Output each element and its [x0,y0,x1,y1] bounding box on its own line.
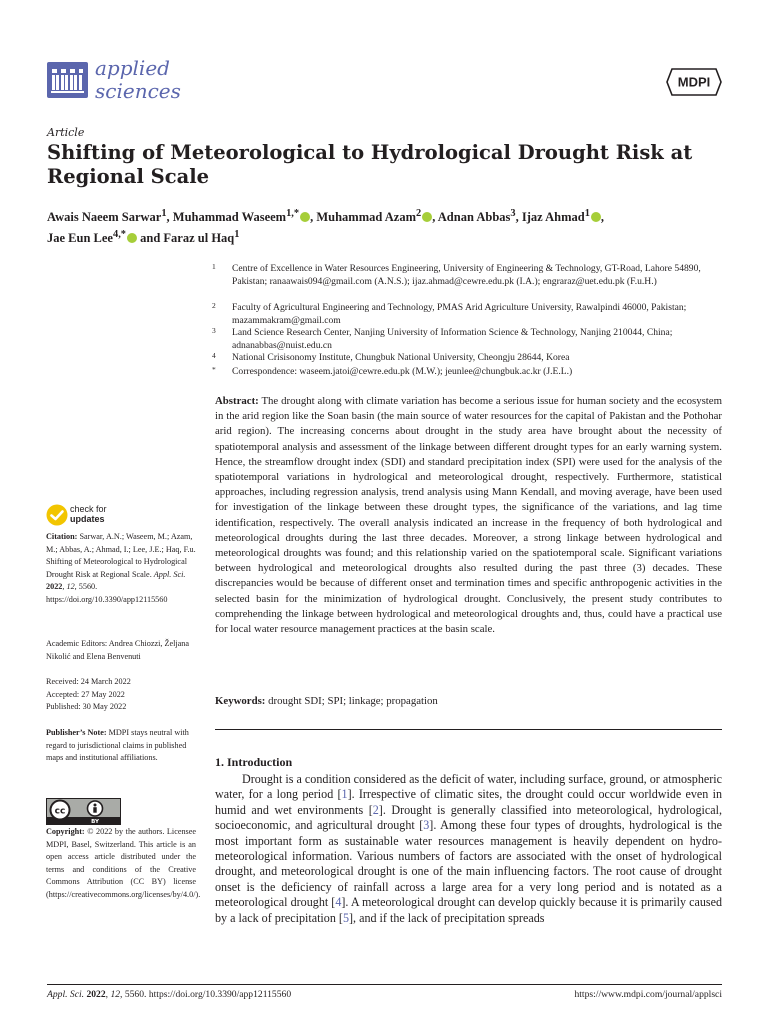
author-separator: , [432,210,438,225]
published-date: Published: 30 May 2022 [46,702,127,712]
correspondence [212,365,727,378]
author-separator: , [166,210,173,225]
check-for-updates-line1: check for [70,504,107,514]
affiliation [212,301,727,327]
section-divider [215,729,722,730]
author-affiliation-mark: 1 [234,229,240,241]
author-name[interactable]: Jae Eun Lee [47,231,113,246]
intro-text: Drought is a condition considered as the deficit of water, including surface, ground, or atmospheric water, for a long period [ [215,772,722,802]
footer-divider [47,984,722,985]
footer-journal-url[interactable]: https://www.mdpi.com/journal/applsci [574,989,722,1000]
citation-block: Citation: Sarwar, A.N.; Waseem, M.; Azam, M.; Abbas, A.; Ahmad, I.; Lee, J.E.; Haq, F.u. Shifting of Meteorological to Hydrological Drought Risk at Regional Scale. Appl. Sci. 2022, 12, 5560. https://doi.org/10.3390/app12115560 [46,532,196,604]
footer-journal: Appl. Sci. [47,989,85,1000]
citation-link[interactable]: 5 [342,910,349,925]
author-affiliation-mark: 1,* [286,208,300,219]
intro-paragraph [215,772,722,926]
intro-text: ]. Irrespective of climatic sites, the drought could occur worldwide even in humid and wet environments [ [215,787,723,817]
keywords-text: drought SDI; SPI; linkage; propagation [268,695,438,707]
author-name[interactable]: Adnan Abbas [437,210,511,225]
affiliation [212,326,727,352]
author-name[interactable]: Ijaz Ahmad [521,210,585,225]
journal-name-line1: applied [95,56,170,80]
citation-year: 2022 [46,582,63,592]
footer-citation: Appl. Sci. 2022, 12, 5560. https://doi.org/10.3390/app12115560 [47,989,292,1000]
cc-by-text: BY [91,819,99,824]
author-affiliation-mark: 4,* [112,229,126,241]
abstract [215,394,722,637]
author-affiliation-mark: 3 [510,208,516,219]
copyright-text: © 2022 by the authors. Licensee MDPI, Basel, Switzerland. This article is an open access article distributed under the terms and conditions of the Creative Commons Attribution (CC BY) license (https://creativecommons.org/licenses/by/4.0/). [46,827,201,899]
author-affiliation-mark: 1 [584,208,590,219]
mdpi-logo-text: MDPI [677,74,711,90]
publication-dates [46,676,196,714]
received-date: Received: 24 March 2022 [46,677,131,686]
author-name[interactable]: Awais Naeem Sarwar [47,210,162,225]
affiliation-number: 2 [212,301,216,310]
footer-volume: 12 [110,989,121,1000]
abstract-text: The drought along with climate variation has become a serious issue for human society and the ecosystem in the arid region like the Soan basin (the main source of water resources for the capital of Pakistan and the Pothohar arid region). The increasing concerns about drought in the study area have brought about the necessity of spatiotemporal analysis and assessment of the linkage between different drought types for an early warning system. Hence, the streamflow drought index (SDI) and standard precipitation index (SPI) were used for the analysis of the spatiotemporal variations in hydrological and meteorological drought, respectively. Furthermore, statistical approaches, including regression analysis, trend analysis using Mann Kendall, and moving average, have been used for investigation of the linkage between these drought types, the significance of the variations, and lag time identification, respectively. The overall analysis indicated an increase in the frequency of both hydrological and meteorological droughts during the last three decades. Moreover, a strong linkage between hydrological and meteorological droughts was found; and this relationship varied on the spatiotemporal scale. Significant variations between hydrological and meteorological droughts also resulted during the past three (3) decades. These discrepancies would be because of different onset and termination times and specific anthropogenic activities in the selected basin for the minimization of hydrological drought. Conclusively, the present study contributes to comprehending the linkage between hydrological and meteorological droughts and, thus, could have a practical use for local water resource management practices at the basin scale. [215,395,722,636]
affiliation-number: 1 [212,262,216,271]
author-name[interactable]: Faraz ul Haq [163,231,235,246]
publisher-note-text: MDPI stays neutral with regard to jurisdictional claims in published maps and institutional affiliations. [46,728,189,763]
author-separator: , [515,210,522,225]
orcid-icon[interactable] [127,233,137,243]
orcid-icon[interactable] [300,212,310,222]
citation-link[interactable]: 1 [341,787,348,802]
author-separator: , [310,210,317,225]
article-title: Shifting of Meteorological to Hydrological Drought Risk at Regional Scale [47,141,693,188]
affiliation [212,262,727,288]
cc-by-license-badge[interactable] [46,798,121,825]
citation-doi[interactable]: , 5560. https://doi.org/10.3390/app12115560 [46,582,168,604]
footer-doi[interactable]: , 5560. https://doi.org/10.3390/app12115560 [120,989,292,1000]
intro-text: ]. Drought is generally classified into meteorological, hydrological, socioeconomic, and agricultural drought [ [215,802,722,833]
journal-logo-icon [47,62,88,98]
author-separator: , [600,210,605,225]
citation-journal: Appl. Sci. [153,569,186,579]
academic-editors: Academic Editors: Andrea Chiozzi, Željana Nikolić and Elena Benvenuti [46,639,190,661]
intro-text: ]. A meteorological drought can develop quickly because it is primarily caused by a lack of precipitation [ [215,895,723,925]
abstract-label: Abstract: [215,395,259,407]
citation-link[interactable]: 2 [372,802,379,817]
author-name[interactable]: Muhammad Azam [316,210,417,225]
intro-text: ]. Among these four types of droughts, hydrological is the most important form as sustainable water resources management is heavily dependent on hydro-meteorological information. Various numbers of factors are associated with the onset of hydrological drought, and meteorological drought is one of the main influencing factors. The root cause of drought onset is the deficiency of rainfall across a large area for a very long period and is notated as a meteorological drought [ [215,818,722,910]
author-affiliation-mark: 2 [416,208,422,219]
keywords-label: Keywords: [215,695,266,707]
correspondence-text: Correspondence: waseem.jatoi@cewre.edu.pk (M.W.); jeunlee@chungbuk.ac.kr (J.E.L.) [232,366,573,377]
check-for-updates-label[interactable] [70,505,107,524]
publisher-note [46,727,196,765]
affiliation-text: Faculty of Agricultural Engineering and Technology, PMAS Arid Agriculture University, Rawalpindi 46000, Pakistan; mazammakram@gmail.com [232,302,687,327]
orcid-icon[interactable] [422,212,432,222]
article-type: Article [47,126,85,139]
accepted-date: Accepted: 27 May 2022 [46,689,125,699]
check-for-updates-line2: updates [70,513,105,524]
section-heading: 1. Introduction [215,755,293,769]
footer-year: 2022 [86,989,106,1000]
svg-text:cc: cc [54,806,66,817]
author-affiliation-mark: 1 [161,208,167,219]
affiliation [212,351,727,364]
check-for-updates-icon[interactable] [46,504,68,530]
orcid-icon[interactable] [591,212,601,222]
author-list [47,205,737,247]
citation-label: Citation: [46,532,78,541]
journal-name-line2: sciences [95,79,181,103]
mdpi-logo [666,68,722,96]
keywords [215,695,722,707]
copyright-label: Copyright: [46,827,85,836]
affiliation-text: Land Science Research Center, Nanjing University of Information Science & Technology, Nanjing 210044, China; adnanabbas@nuist.edu.cn [232,327,673,352]
affiliation-text: National Crisisonomy Institute, Chungbuk National University, Cheongju 28644, Korea [232,352,570,363]
journal-name [95,57,181,103]
citation-link[interactable]: 3 [423,818,430,833]
citation-text: Sarwar, A.N.; Waseem, M.; Azam, M.; Abbas, A.; Ahmad, I.; Lee, J.E.; Haq, F.u. Shifting of Meteorological to Hydrological Drought Risk at Regional Scale. [46,532,196,579]
citation-link[interactable]: 4 [335,895,342,910]
affiliation-number: 3 [212,326,216,335]
copyright-block [46,826,201,902]
author-name[interactable]: Muhammad Waseem [172,210,287,225]
intro-text: ], and if the lack of precipitation spreads [349,910,545,925]
affiliation-number: 4 [212,351,216,360]
affiliation-text: Centre of Excellence in Water Resources Engineering, University of Engineering & Technology, GT-Road, Lahore 54890, Pakistan; ranaawais094@gmail.com (A.N.S.); ijaz.ahmad@cewre.edu.pk (I.A.); engraraz@uet.edu.pk (F.u.H.) [232,263,701,288]
publisher-note-label: Publisher’s Note: [46,728,107,737]
affiliation-number: * [212,365,216,374]
author-separator: and [137,231,164,246]
citation-volume: 12 [66,582,75,592]
